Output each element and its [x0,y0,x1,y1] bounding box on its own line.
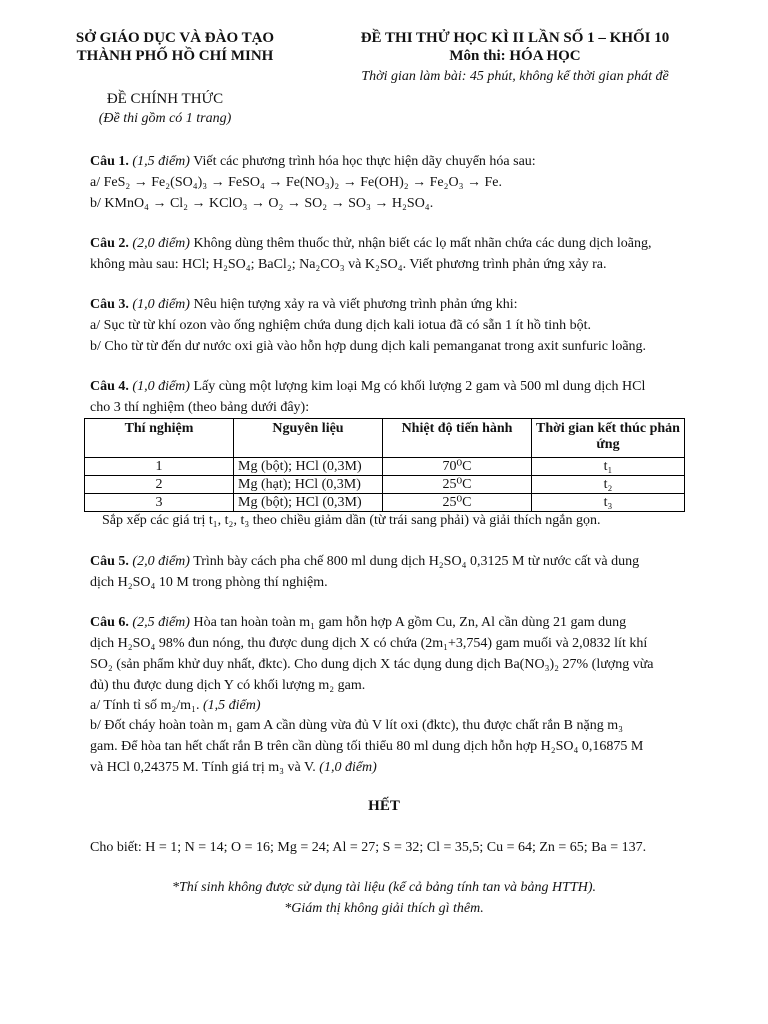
question-text: Hòa tan hoàn toàn m₁ gam hỗn hợp A gồm Cu, Zn, Al cần dùng 21 gam dung [189,615,627,630]
page-count: (Đề thi gồm có 1 trang) [98,111,232,126]
end-marker: HẾT [368,798,400,814]
department-line-1: SỞ GIÁO DỤC VÀ ĐÀO TẠO [75,30,275,46]
experiment-table [84,418,685,512]
question-points: (1,0 điểm) [132,297,190,312]
table-row [85,476,685,494]
table-cell: 25⁰C [383,494,532,512]
column-header: Thời gian kết thúc phản ứng [532,419,685,458]
part-a-text: a/ Tính tỉ số m₂/m₁. [90,698,203,713]
question-4 [90,378,645,396]
atomic-masses: Cho biết: H = 1; N = 14; O = 16; Mg = 24; Al = 27; S = 32; Cl = 35,5; Cu = 64; Zn = 65; Ba = 137. [90,840,647,855]
question-6-line-3: SO₂ (sản phẩm khử duy nhất, đktc). Cho dung dịch X tác dụng dung dịch Ba(NO₃)₂ 27% (lượng vừa [90,657,654,672]
department-line-2: THÀNH PHỐ HỒ CHÍ MINH [76,48,274,64]
question-points: (1,5 điểm) [132,154,190,169]
table-row [85,458,685,476]
question-4-line-2: cho 3 thí nghiệm (theo bảng dưới đây): [90,400,310,415]
table-cell: 70⁰C [383,458,532,476]
question-3-part-a: a/ Sục từ từ khí ozon vào ống nghiệm chứa dung dịch kali iotua đã có sẵn 1 ít hồ tinh bột. [90,318,592,333]
table-row [85,494,685,512]
column-header: Nhiệt độ tiến hành [383,419,532,458]
question-label: Câu 1. [90,154,129,169]
question-6-part-a [90,697,261,715]
table-cell: t₂ [532,476,685,494]
part-a-points: (1,5 điểm) [202,698,261,713]
question-text: Nêu hiện tượng xảy ra và viết phương trình phản ứng khi: [189,297,518,312]
question-text: Viết các phương trình hóa học thực hiện dãy chuyển hóa sau: [189,154,536,169]
note-2: *Giám thị không giải thích gì thêm. [284,901,484,916]
question-3-part-b: b/ Cho từ từ đến dư nước oxi già vào hỗn hợp dung dịch kali pemanganat trong axit sunfuric loãng. [90,339,647,354]
table-cell: 2 [85,476,234,494]
subject: Môn thi: HÓA HỌC [449,48,581,64]
part-b-points: (1,0 điểm) [319,760,377,775]
question-3 [90,296,518,314]
question-1-part-b: b/ KMnO₄ → Cl₂ → KClO₃ → O₂ → SO₂ → SO₃ → H₂SO₄. [90,196,434,211]
table-cell: 25⁰C [383,476,532,494]
note-1: *Thí sinh không được sử dụng tài liệu (kể cả bảng tính tan và bảng HTTH). [171,880,597,895]
question-text: Không dùng thêm thuốc thử, nhận biết các lọ mất nhãn chứa các dung dịch loãng, [189,236,652,251]
question-text: Trình bày cách pha chế 800 ml dung dịch H₂SO₄ 0,3125 M từ nước cất và dung [189,554,640,569]
part-b-text: và HCl 0,24375 M. Tính giá trị m₃ và V. [90,760,320,775]
question-points: (2,0 điểm) [132,554,190,569]
question-label: Câu 3. [90,297,129,312]
question-5 [90,553,639,571]
table-cell: 1 [85,458,234,476]
table-cell: t₃ [532,494,685,512]
exam-title: ĐỀ THI THỬ HỌC KÌ II LẦN SỐ 1 – KHỐI 10 [360,30,670,46]
column-header: Nguyên liệu [234,419,383,458]
official-label: ĐỀ CHÍNH THỨC [106,91,224,107]
question-label: Câu 6. [90,615,129,630]
question-6-part-b-line-2: gam. Để hòa tan hết chất rắn B trên cần dùng tối thiểu 80 ml dung dịch hỗn hợp H₂SO₄ 0,16875 M [90,739,644,754]
question-6-part-b-line-1: b/ Đốt cháy hoàn toàn m₁ gam A cần dùng vừa đủ V lít oxi (đktc), thu được chất rắn B nặng m₃ [90,718,624,733]
table-cell: Mg (hạt); HCl (0,3M) [234,476,383,494]
question-6-line-2: dịch H₂SO₄ 98% đun nóng, thu được dung dịch X có chứa (2m₁+3,754) gam muối và 2,0832 lít khí [90,636,648,651]
question-1-part-a: a/ FeS₂ → Fe₂(SO₄)₃ → FeSO₄ → Fe(NO₃)₂ → Fe(OH)₂ → Fe₂O₃ → Fe. [90,175,503,190]
question-points: (1,0 điểm) [132,379,190,394]
question-label: Câu 2. [90,236,129,251]
question-4-after-table: Sắp xếp các giá trị t₁, t₂, t₃ theo chiều giảm dần (từ trái sang phải) và giải thích ngắn gọn. [102,513,601,528]
question-1 [90,153,536,171]
column-header: Thí nghiệm [85,419,234,458]
question-2 [90,235,651,253]
question-points: (2,5 điểm) [132,615,190,630]
question-label: Câu 4. [90,379,129,394]
table-cell: Mg (bột); HCl (0,3M) [234,458,383,476]
question-text: Lấy cùng một lượng kim loại Mg có khối lượng 2 gam và 500 ml dung dịch HCl [189,379,646,394]
question-points: (2,0 điểm) [132,236,190,251]
question-6-part-b-line-3 [90,759,377,777]
question-5-line-2: dịch H₂SO₄ 10 M trong phòng thí nghiệm. [90,575,328,590]
question-6 [90,614,626,632]
table-cell: t₁ [532,458,685,476]
exam-time: Thời gian làm bài: 45 phút, không kể thời gian phát đề [361,69,669,84]
question-label: Câu 5. [90,554,129,569]
table-cell: Mg (bột); HCl (0,3M) [234,494,383,512]
question-6-line-4: đủ) thu được dung dịch Y có khối lượng m₂ gam. [90,678,366,693]
table-cell: 3 [85,494,234,512]
table-header-row [85,419,685,458]
question-2-line-2: không màu sau: HCl; H₂SO₄; BaCl₂; Na₂CO₃ và K₂SO₄. Viết phương trình phản ứng xảy ra. [90,257,607,272]
